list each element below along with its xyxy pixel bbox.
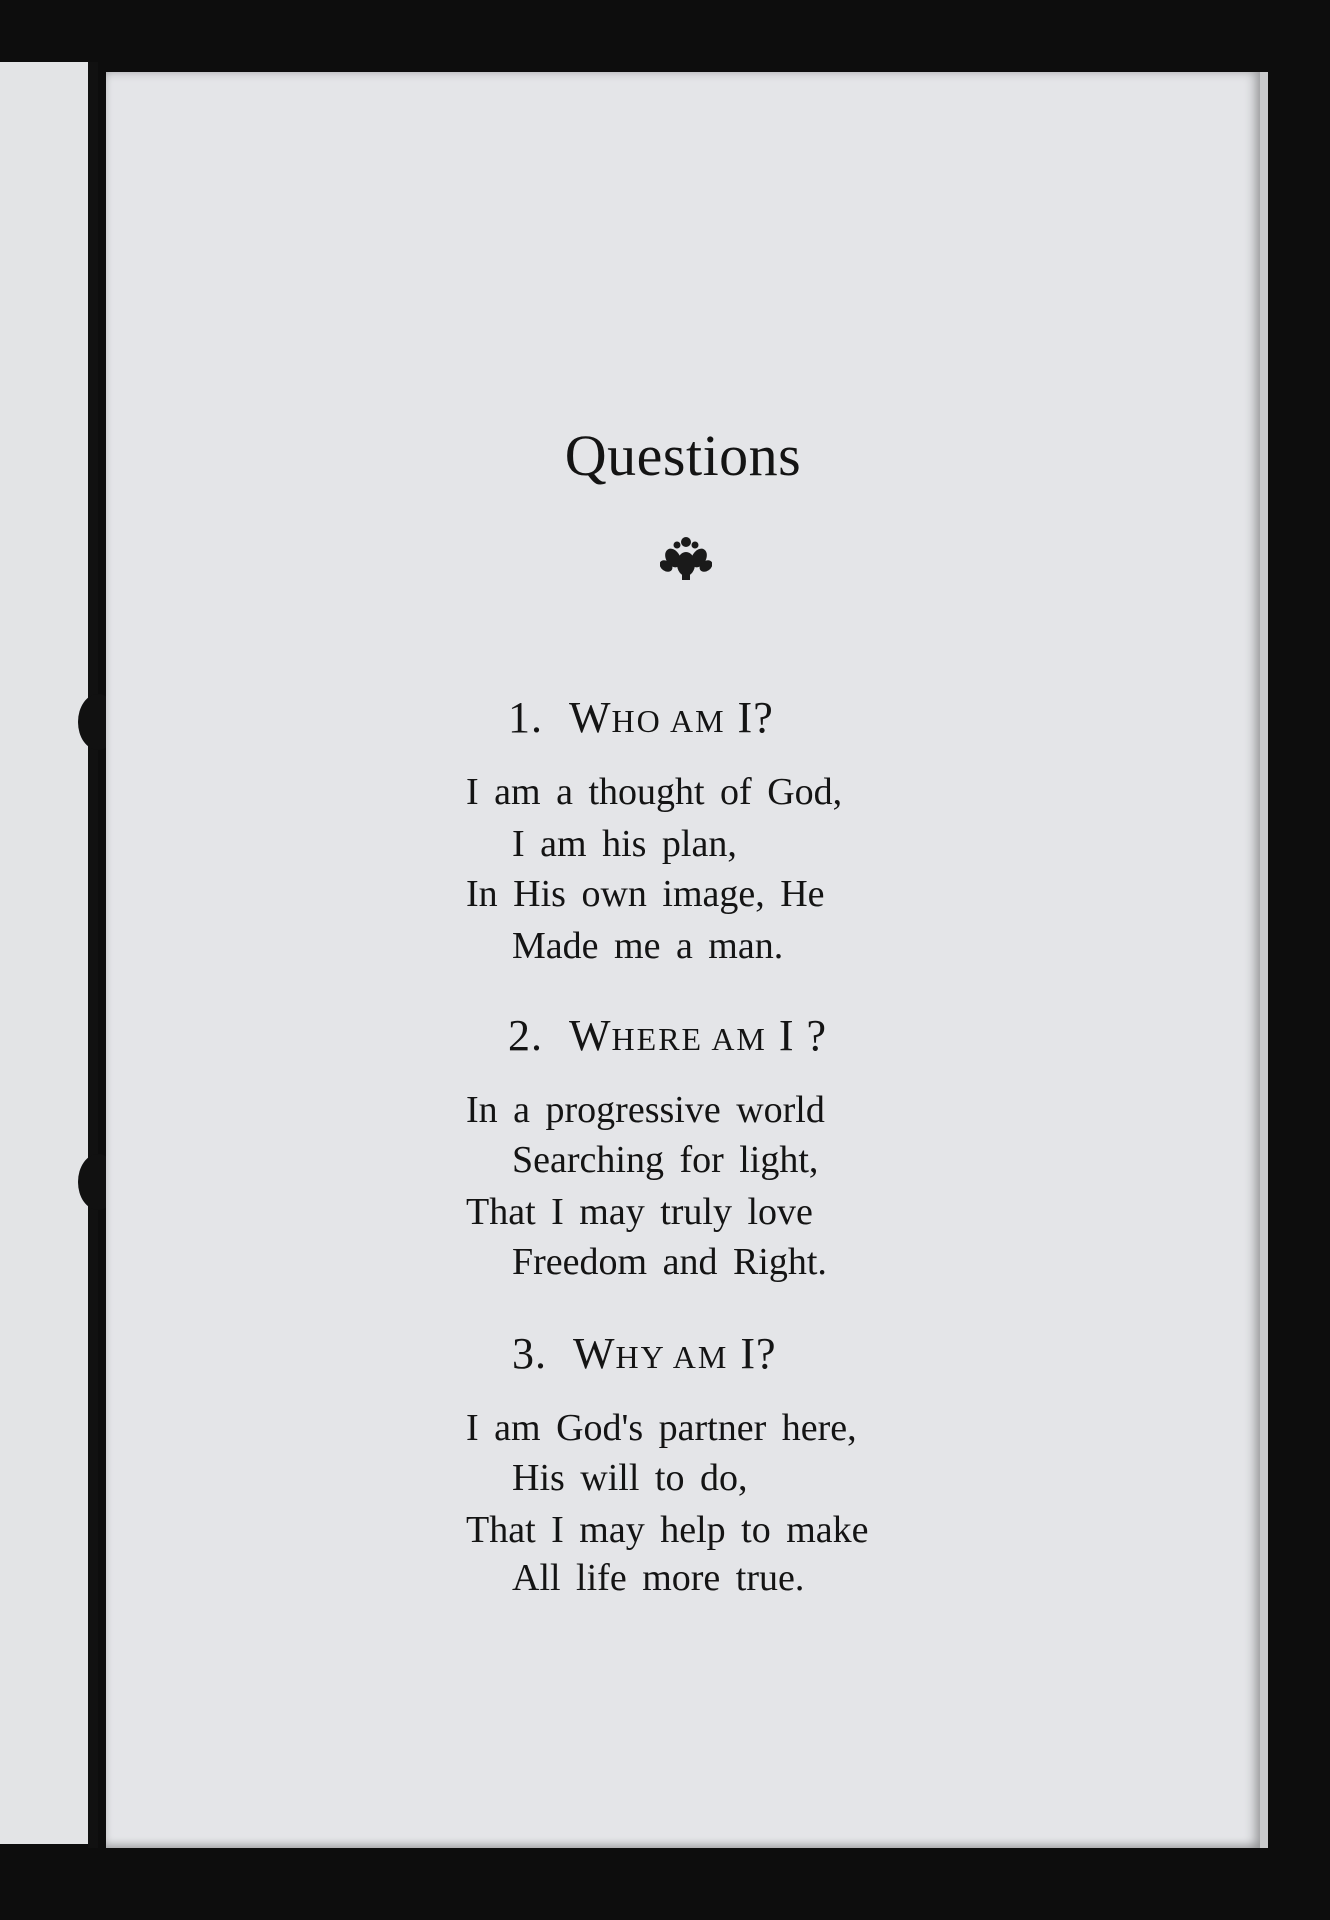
verse-line: That I may truly love bbox=[466, 1191, 813, 1233]
verse-line: I am God's partner here, bbox=[466, 1407, 857, 1449]
page-edge bbox=[1260, 72, 1268, 1848]
question-heading-2: 2. WHERE AM I ? bbox=[508, 1011, 828, 1060]
fleuron-icon bbox=[660, 534, 712, 580]
facing-page bbox=[0, 62, 92, 1844]
verse-line: His will to do, bbox=[512, 1457, 748, 1499]
verse-line: Freedom and Right. bbox=[512, 1241, 827, 1283]
verse-line: In His own image, He bbox=[466, 873, 825, 915]
question-heading-3: 3. WHY AM I? bbox=[512, 1329, 777, 1378]
verse-line: Made me a man. bbox=[512, 925, 784, 967]
verse-line: I am a thought of God, bbox=[466, 771, 843, 813]
verse-line: All life more true. bbox=[512, 1557, 805, 1599]
verse-line: That I may help to make bbox=[466, 1509, 869, 1551]
book-spine bbox=[88, 62, 98, 1848]
book-page bbox=[106, 72, 1260, 1848]
verse-line: I am his plan, bbox=[512, 823, 737, 865]
verse-line: Searching for light, bbox=[512, 1139, 819, 1181]
question-heading-1: 1. WHO AM I? bbox=[508, 693, 774, 742]
page-title: Questions bbox=[564, 423, 802, 488]
verse-line: In a progressive world bbox=[466, 1089, 825, 1131]
